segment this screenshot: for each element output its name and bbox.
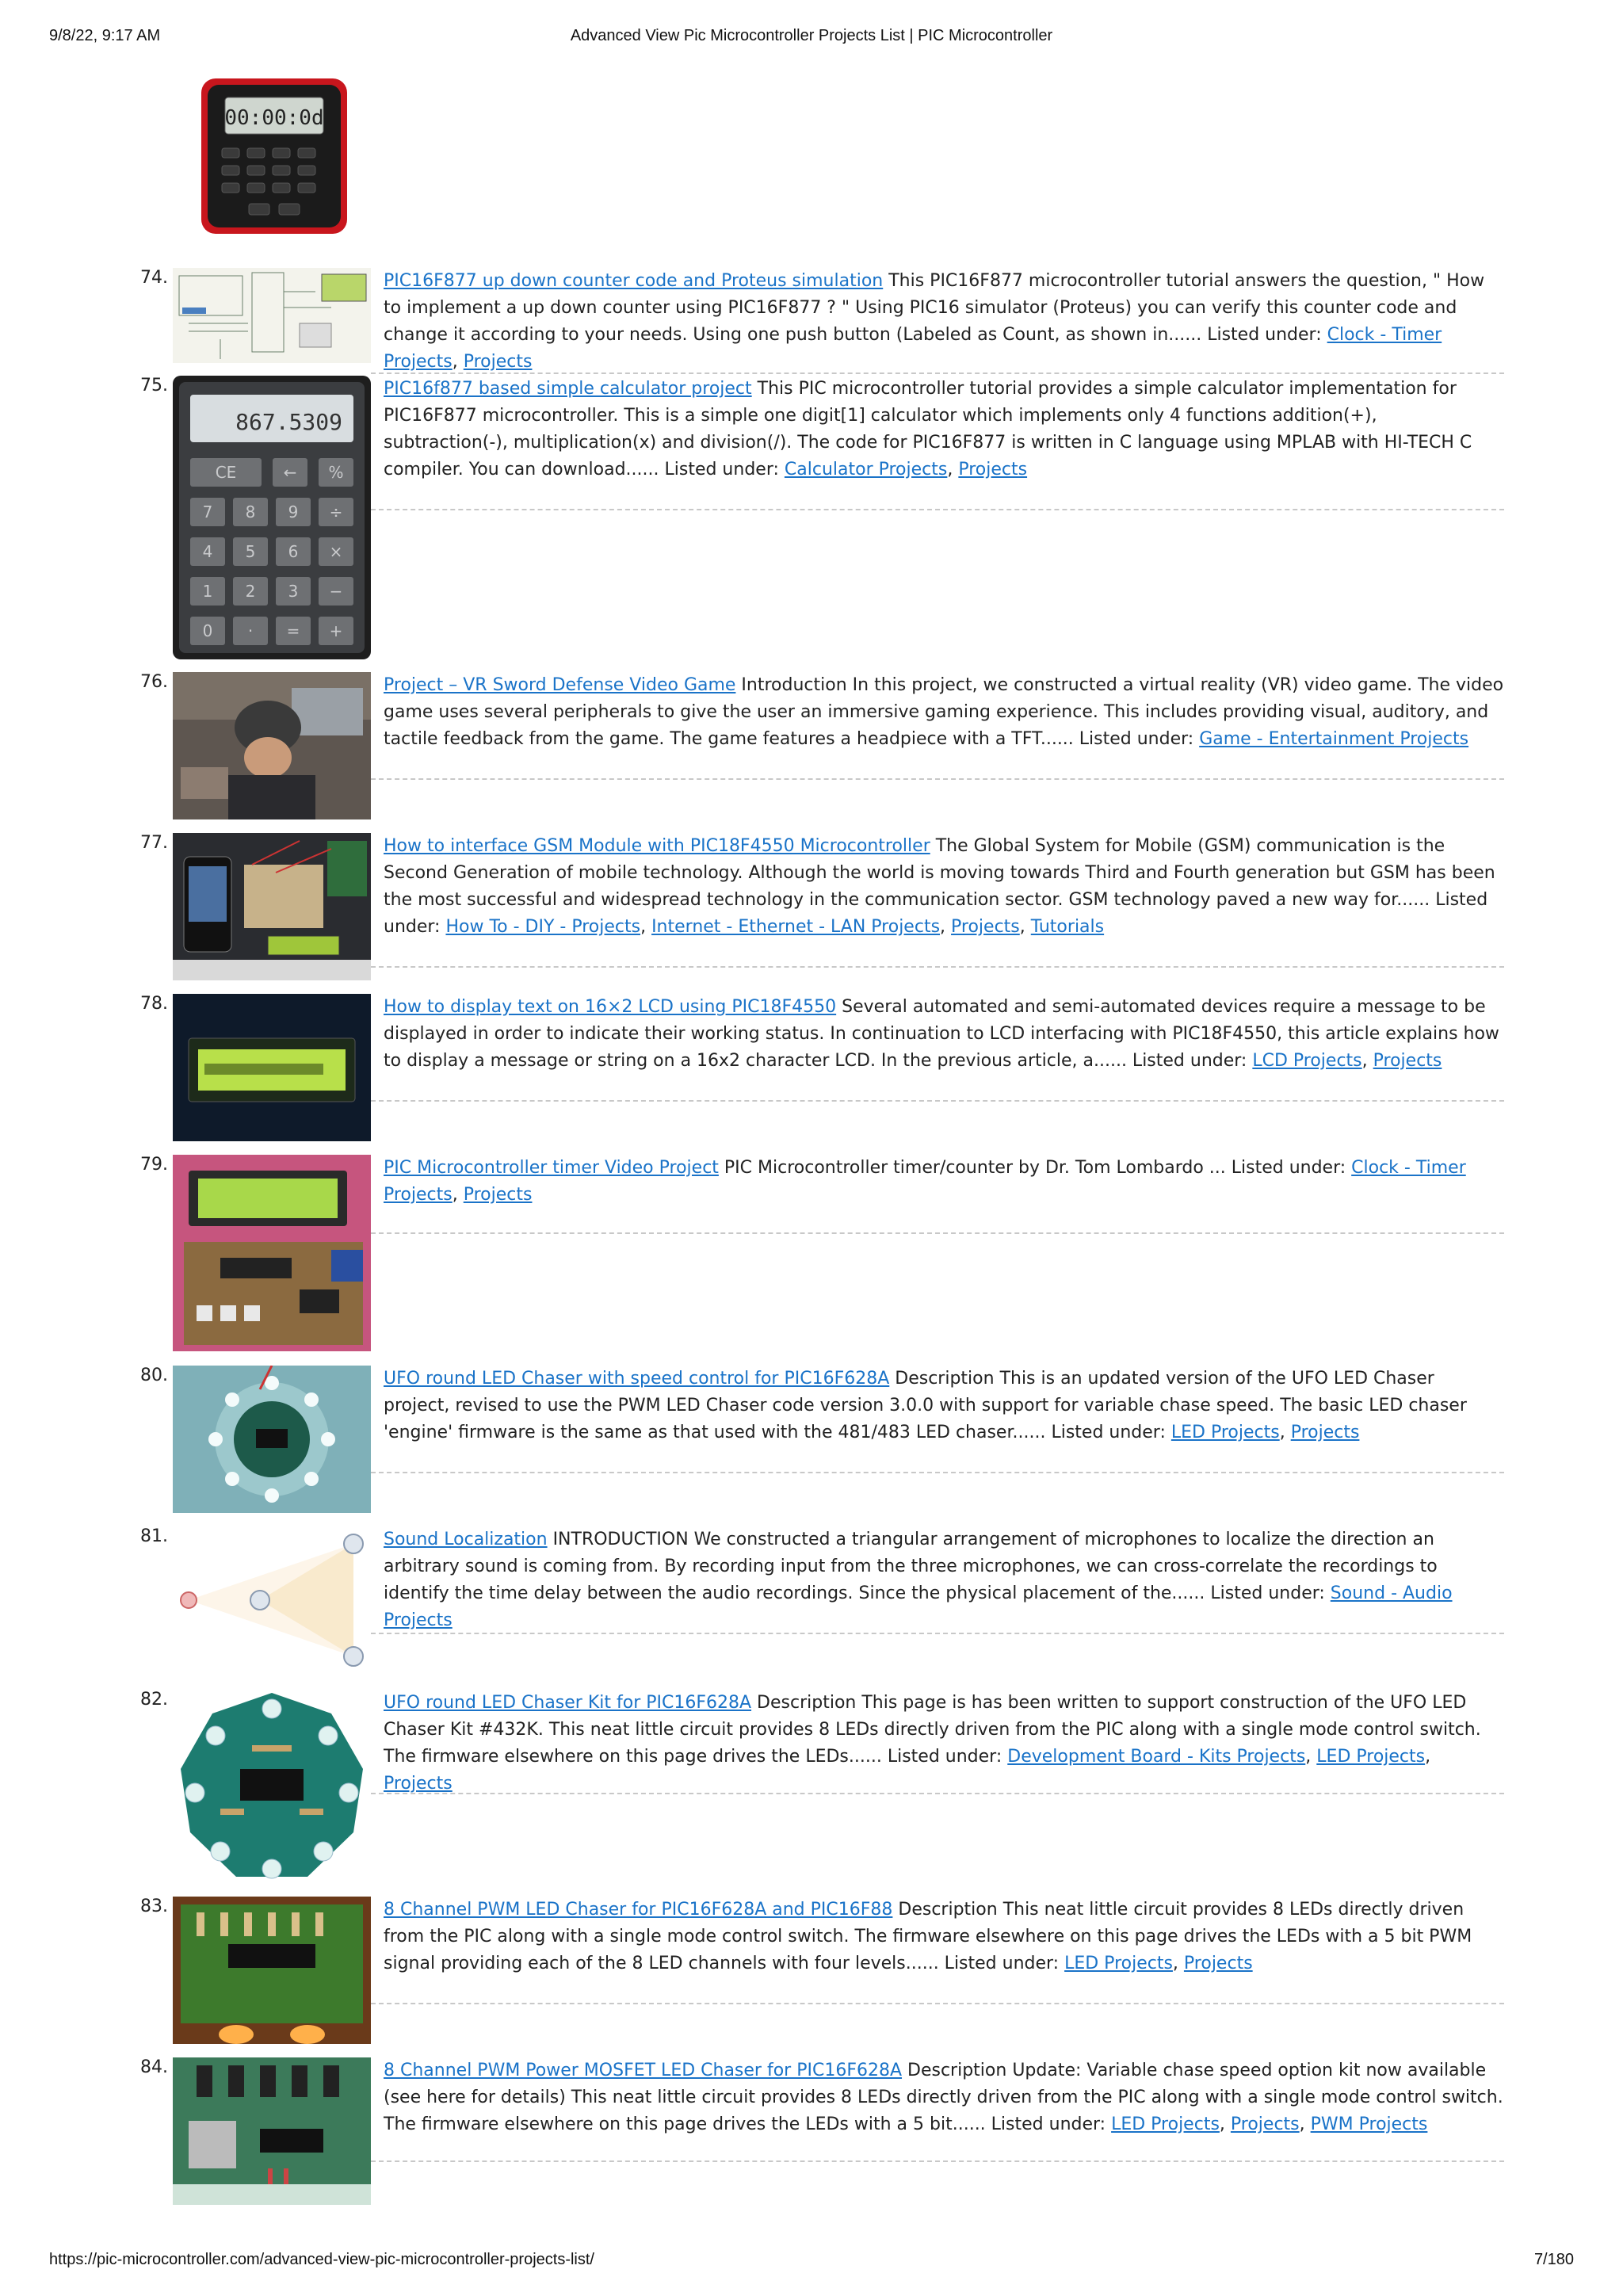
item-text: UFO round LED Chaser with speed control for PIC16F628A Description This is an updated version of the UFO LED Chaser project, revised to use the PWM LED Chaser code version 3.0.0 with support for variable chase speed. The basic LED chaser 'engine' firmware is the same as that used with the 481/483 LED chaser...... Listed under: LED Projects, Projects [384,1369,1467,1442]
item-text: UFO round LED Chaser Kit for PIC16F628A Description This page is has been written to support construction of the UFO LED Chaser Kit #432K. This neat little circuit provides 8 LEDs directly driven from the PIC along with a single mode control switch. The firmware elsewhere on this page drives the LEDs...... Listed under: Development Board - Kits Projects, LED Projects, Projects [384,1693,1481,1794]
svg-text:8: 8 [245,502,256,521]
project-title-link[interactable]: 8 Channel PWM LED Chaser for PIC16F628A and PIC16F88 [384,1900,893,1920]
divider [371,509,1504,510]
svg-text:3: 3 [288,582,299,601]
ufo-led-kit-photo-thumbnail[interactable] [173,1690,371,1886]
proteus-simulation-thumbnail[interactable] [173,268,371,363]
print-datetime: 9/8/22, 9:17 AM [49,27,161,44]
item-description: INTRODUCTION We constructed a triangular arrangement of microphones to localize the direction an arbitrary sound is coming from. By recording input from the three microphones, we can cross-correlate the recordings to identify the time delay between the audio recordings. Since the physical placement of the...... Listed under: [384,1530,1438,1603]
svg-text:0: 0 [202,621,213,640]
item-number: 76. [140,672,168,692]
ufo-led-chaser-photo-thumbnail[interactable] [173,1366,371,1513]
category-link[interactable]: Projects [463,352,533,372]
divider [371,1100,1504,1102]
gsm-module-photo-thumbnail[interactable] [173,833,371,980]
category-link[interactable]: Clock - Timer Projects [384,1158,1466,1205]
calculator-thumbnail[interactable] [173,376,371,659]
item-number: 74. [140,268,168,288]
item-number: 75. [140,376,168,395]
project-title-link[interactable]: UFO round LED Chaser with speed control for PIC16F628A [384,1369,890,1389]
item-description: The Global System for Mobile (GSM) communication is the Second Generation of mobile technology. Although the world is moving towards Third and Fourth generation but GSM has been the most successful and widespread technology in the communication sector. GSM technology paved a new way for...... Listed under: [384,836,1495,937]
project-title-link[interactable]: 8 Channel PWM Power MOSFET LED Chaser for PIC16F628A [384,2061,903,2080]
item-number: 84. [140,2057,168,2077]
category-link[interactable]: LED Projects [1111,2115,1220,2134]
svg-text:4: 4 [202,542,213,561]
project-title-link[interactable]: UFO round LED Chaser Kit for PIC16F628A [384,1693,752,1713]
vr-game-photo-thumbnail[interactable] [173,672,371,819]
item-number: 80. [140,1366,168,1385]
divider [371,1633,1504,1634]
divider [371,2160,1504,2162]
category-link[interactable]: LCD Projects [1252,1051,1362,1071]
category-link[interactable]: Clock - Timer Projects [384,325,1442,372]
timer-device-image[interactable] [197,75,352,237]
project-title-link[interactable]: Project – VR Sword Defense Video Game [384,675,736,695]
project-title-link[interactable]: PIC16f877 based simple calculator project [384,379,752,399]
item-description: PIC Microcontroller timer/counter by Dr. Tom Lombardo ... Listed under: [718,1158,1352,1178]
svg-text:%: % [328,463,344,482]
project-title-link[interactable]: How to interface GSM Module with PIC18F4550 Microcontroller [384,836,930,856]
category-link[interactable]: Projects [951,917,1020,937]
divider [371,1472,1504,1473]
svg-text:−: − [329,582,343,601]
item-text [384,672,1504,753]
item-description: This PIC microcontroller tutorial provides a simple calculator implementation for PIC16F877 microcontroller. This is a simple one digit[1] calculator which implements only 4 functions addition(+), subtraction(-), multiplication(x) and division(/). The code for PIC16F877 is written in C language using MPLAB with HI-TECH C compiler. You can download...... Listed under: [384,379,1472,479]
item-text: How to interface GSM Module with PIC18F4550 Microcontroller The Global System for Mobile (GSM) communication is the Second Generation of mobile technology. Although the world is moving towards Third and Fourth generation but GSM has been the most successful and widespread technology in the communication sector. GSM technology paved a new way for...... Listed under: How To - DIY - Projects, Internet - Ethernet - LAN Projects, Projects, Tutorials [384,836,1495,937]
category-link[interactable]: PWM Projects [1310,2115,1428,2134]
item-description: Description This is an updated version of the UFO LED Chaser project, revised to use the PWM LED Chaser code version 3.0.0 with support for variable chase speed. The basic LED chaser 'engine' firmware is the same as that used with the 481/483 LED chaser...... Listed under: [384,1369,1467,1442]
category-link[interactable]: Projects [463,1185,533,1205]
item-number: 83. [140,1897,168,1916]
category-link[interactable]: How To - DIY - Projects [445,917,641,937]
svg-text:00:00:0d: 00:00:0d [224,106,324,130]
item-text: PIC Microcontroller timer Video Project PIC Microcontroller timer/counter by Dr. Tom Lombardo ... Listed under: Clock - Timer Projects, Projects [384,1158,1466,1205]
project-title-link[interactable]: PIC16F877 up down counter code and Proteus simulation [384,271,884,291]
timer-board-photo-thumbnail[interactable] [173,1155,371,1351]
category-link[interactable]: Development Board - Kits Projects [1007,1747,1306,1767]
svg-text:5: 5 [245,542,256,561]
category-link[interactable]: Projects [1290,1423,1360,1442]
divider [371,372,1504,374]
print-url: https://pic-microcontroller.com/advanced-view-pic-microcontroller-projects-list/ [49,2251,594,2268]
divider [371,2003,1504,2004]
project-title-link[interactable]: PIC Microcontroller timer Video Project [384,1158,719,1178]
svg-text:6: 6 [288,542,299,561]
item-description: This PIC16F877 microcontroller tutorial answers the question, " How to implement a up down counter using PIC16F877 ? " Using PIC16 simulator (Proteus) you can verify this counter code and change it according to your needs. Using one push button (Labeled as Count, as shown in...... Listed under: [384,271,1485,345]
svg-text:CE: CE [215,463,237,482]
lcd-display-photo-thumbnail[interactable] [173,994,371,1141]
svg-text:×: × [329,542,343,561]
print-header [49,27,1574,51]
category-link[interactable]: Projects [1230,2115,1300,2134]
item-description: Description This neat little circuit provides 8 LEDs directly driven from the PIC along with a single mode control switch. The firmware elsewhere on this page drives the LEDs with a 5 bit PWM signal providing each of the 8 LED channels with four levels...... Listed under: [384,1900,1472,1973]
item-number: 82. [140,1690,168,1710]
item-description: Introduction In this project, we constructed a virtual reality (VR) video game. The video game uses several peripherals to give the user an immersive gaming experience. This includes providing visual, auditory, and tactile feedback from the game. The game features a headpiece with a TFT...... Listed under: [384,675,1504,749]
svg-text:9: 9 [288,502,299,521]
divider [371,1793,1504,1794]
category-link[interactable]: LED Projects [1170,1423,1280,1442]
category-link[interactable]: Projects [958,460,1028,479]
item-text: PIC16F877 up down counter code and Proteus simulation This PIC16F877 microcontroller tutorial answers the question, " How to implement a up down counter using PIC16F877 ? " Using PIC16 simulator (Proteus) you can verify this counter code and change it according to your needs. Using one push button (Labeled as Count, as shown in...... Listed under: Clock - Timer Projects, Projects [384,271,1485,372]
item-text: PIC16f877 based simple calculator project This PIC microcontroller tutorial provides a simple calculator implementation for PIC16F877 microcontroller. This is a simple one digit[1] calculator which implements only 4 functions addition(+), subtraction(-), multiplication(x) and division(/). The code for PIC16F877 is written in C language using MPLAB with HI-TECH C compiler. You can download...... Listed under: Calculator Projects, Projects [384,379,1472,479]
project-title-link[interactable]: How to display text on 16×2 LCD using PIC18F4550 [384,997,837,1017]
svg-text:=: = [286,621,300,640]
item-description: Several automated and semi-automated devices require a message to be displayed in order to indicate their working status. In continuation to LCD interfacing with PIC18F4550, this article explains how to display a message or string on a 16x2 character LCD. In the previous article, a...... Listed under: [384,997,1499,1071]
category-link[interactable]: Projects [1373,1051,1442,1071]
svg-text:·: · [247,621,254,640]
category-link[interactable]: Calculator Projects [784,460,948,479]
item-number: 79. [140,1155,168,1175]
item-description: Description This page is has been written to support construction of the UFO LED Chaser Kit #432K. This neat little circuit provides 8 LEDs directly driven from the PIC along with a single mode control switch. The firmware elsewhere on this page drives the LEDs...... Listed under: [384,1693,1481,1767]
item-description: Description Update: Variable chase speed option kit now available (see here for details) This neat little circuit provides 8 LEDs directly driven from the PIC along with a single mode control switch. The firmware elsewhere on this page drives the LEDs with a 5 bit...... Listed under: [384,2061,1503,2134]
category-link[interactable]: Internet - Ethernet - LAN Projects [651,917,941,937]
mosfet-led-chaser-photo-thumbnail[interactable] [173,2057,371,2205]
divider [371,966,1504,968]
print-footer [49,2251,1574,2275]
svg-text:7: 7 [202,502,213,521]
svg-text:1: 1 [202,582,213,601]
svg-text:←: ← [283,463,297,482]
category-link[interactable]: Game - Entertainment Projects [1199,729,1469,749]
category-link[interactable]: Tutorials [1030,917,1105,937]
sound-localization-diagram-thumbnail[interactable] [173,1526,371,1674]
project-title-link[interactable]: Sound Localization [384,1530,548,1549]
item-text [384,1526,1504,1634]
item-number: 81. [140,1526,168,1546]
item-number: 77. [140,833,168,853]
svg-text:2: 2 [245,582,256,601]
divider [371,1232,1504,1234]
category-link[interactable]: Projects [384,1774,453,1794]
pwm-led-chaser-photo-thumbnail[interactable] [173,1897,371,2044]
item-text: 8 Channel PWM Power MOSFET LED Chaser for PIC16F628A Description Update: Variable chase speed option kit now available (see here for details) This neat little circuit provides 8 LEDs directly driven from the PIC along with a single mode control switch. The firmware elsewhere on this page drives the LEDs with a 5 bit...... Listed under: LED Projects, Projects, PWM Projects [384,2061,1503,2134]
item-text: How to display text on 16×2 LCD using PIC18F4550 Several automated and semi-automated devices require a message to be displayed in order to indicate their working status. In continuation to LCD interfacing with PIC18F4550, this article explains how to display a message or string on a 16x2 character LCD. In the previous article, a...... Listed under: LCD Projects, Projects [384,997,1499,1071]
svg-text:+: + [329,621,343,640]
category-link[interactable]: Projects [1183,1954,1253,1973]
item-text: 8 Channel PWM LED Chaser for PIC16F628A and PIC16F88 Description This neat little circuit provides 8 LEDs directly driven from the PIC along with a single mode control switch. The firmware elsewhere on this page drives the LEDs with a 5 bit PWM signal providing each of the 8 LED channels with four levels...... Listed under: LED Projects, Projects [384,1900,1472,1973]
category-link[interactable]: LED Projects [1316,1747,1426,1767]
category-link[interactable]: Sound - Audio Projects [384,1584,1453,1630]
svg-text:÷: ÷ [329,502,343,521]
page-number: 7/180 [1533,2251,1574,2268]
category-link[interactable]: LED Projects [1064,1954,1173,1973]
print-page-title: Advanced View Pic Microcontroller Projects List | PIC Microcontroller [570,27,1053,44]
divider [371,778,1504,780]
item-number: 78. [140,994,168,1014]
svg-text:867.5309: 867.5309 [235,409,342,435]
